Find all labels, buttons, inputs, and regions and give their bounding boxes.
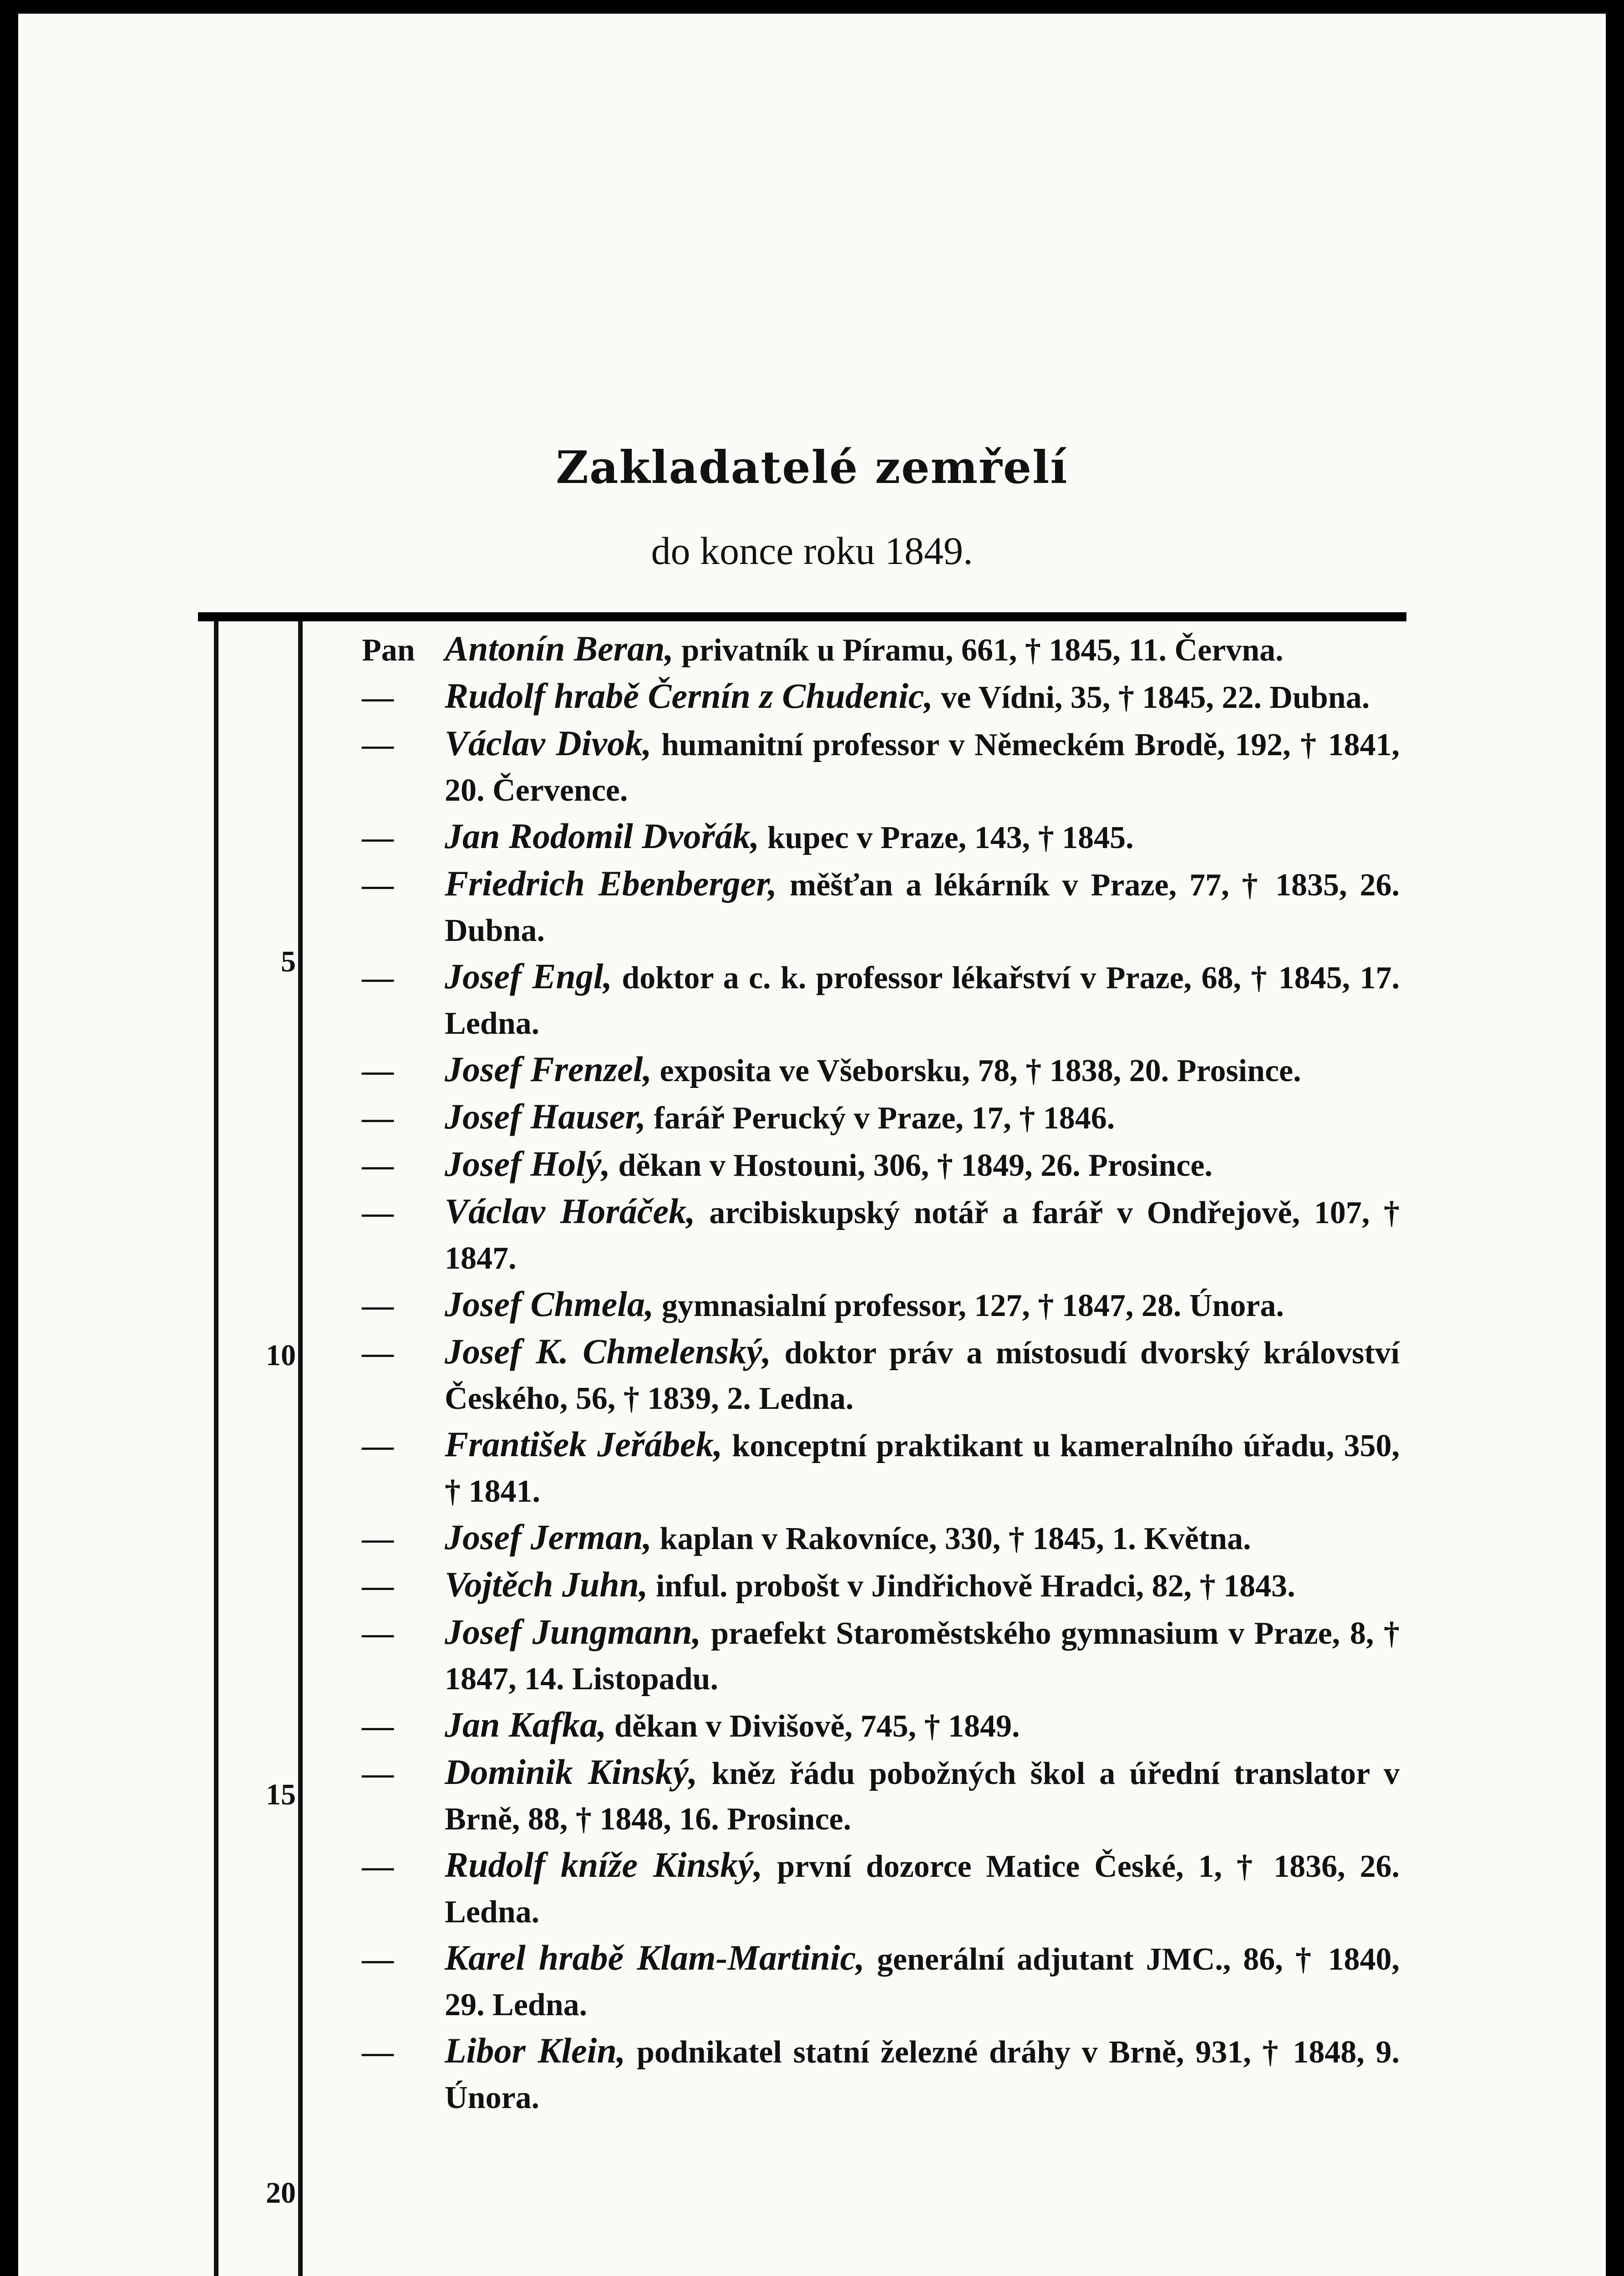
- person-name: Josef Frenzel,: [445, 1049, 652, 1089]
- list-item: [362, 954, 1400, 1047]
- entry-details: arcibiskupský notář a farář v Ondřejově, 107, † 1847.: [445, 1195, 1400, 1276]
- entry-lead: —: [362, 1709, 394, 1744]
- list-item: [362, 861, 1400, 954]
- list-item: [362, 1749, 1400, 1842]
- founders-list: [362, 626, 1400, 2121]
- entry-lead: —: [362, 1288, 394, 1323]
- list-item: [362, 721, 1400, 813]
- entry-details: kupec v Praze, 143, † 1845.: [759, 820, 1134, 855]
- list-item: [362, 673, 1400, 721]
- list-item: [362, 813, 1400, 861]
- list-item: [362, 1702, 1400, 1749]
- entry-details: děkan v Divišově, 745, † 1849.: [606, 1709, 1020, 1744]
- person-name: Rudolf hrabě Černín z Chudenic,: [445, 676, 933, 716]
- list-item: [362, 1189, 1400, 1281]
- entry-details: privatník u Píramu, 661, † 1845, 11. Června.: [673, 633, 1284, 668]
- list-item: [362, 1562, 1400, 1609]
- entry-lead: —: [362, 727, 394, 762]
- person-name: Václav Horáček,: [445, 1191, 695, 1231]
- list-item: [362, 1609, 1400, 1702]
- entry-lead: —: [362, 1849, 394, 1884]
- person-name: Rudolf kníže Kinský,: [445, 1845, 763, 1885]
- entry-details: děkan v Hostouni, 306, † 1849, 26. Prosince.: [610, 1148, 1213, 1183]
- entry-details: praefekt Staroměstského gymnasium v Praze, 8, † 1847, 14. Listopadu.: [445, 1616, 1400, 1697]
- list-item: [362, 1329, 1400, 1422]
- list-item: [362, 626, 1400, 673]
- entry-details: podnikatel statní železné dráhy v Brně, 931, † 1848, 9. Února.: [445, 2035, 1400, 2115]
- list-item: [362, 1047, 1400, 1094]
- entry-lead: —: [362, 960, 394, 996]
- entry-lead: Pan: [362, 633, 415, 668]
- person-name: Karel hrabě Klam-Martinic,: [445, 1938, 865, 1977]
- entry-details: kaplan v Rakovníce, 330, † 1845, 1. Května.: [651, 1521, 1251, 1556]
- page-title: Zakladatelé zemřelí: [556, 442, 1068, 494]
- entry-lead: —: [362, 1616, 394, 1651]
- entry-lead: —: [362, 1053, 394, 1088]
- person-name: Josef K. Chmelenský,: [445, 1331, 771, 1371]
- list-item: [362, 1281, 1400, 1329]
- entry-details: první dozorce Matice České, 1, † 1836, 26. Ledna.: [445, 1849, 1400, 1930]
- entry-lead: —: [362, 1569, 394, 1604]
- entry-details: gymnasialní professor, 127, † 1847, 28. Února.: [654, 1288, 1284, 1323]
- document-page: [18, 14, 1606, 2276]
- entry-lead: —: [362, 1336, 394, 1371]
- entry-details: exposita ve Všeborsku, 78, † 1838, 20. Prosince.: [651, 1053, 1301, 1088]
- entry-details: inful. probošt v Jindřichově Hradci, 82, † 1843.: [648, 1569, 1295, 1604]
- person-name: Josef Jerman,: [445, 1517, 652, 1557]
- margin-number: 10: [266, 1339, 296, 1372]
- list-item: [362, 1141, 1400, 1189]
- header-rule: [198, 612, 1406, 621]
- person-name: Vojtěch Juhn,: [445, 1565, 648, 1604]
- entry-lead: —: [362, 680, 394, 715]
- entry-lead: —: [362, 2035, 394, 2070]
- entry-details: doktor a c. k. professor lékařství v Praze, 68, † 1845, 17. Ledna.: [445, 960, 1400, 1041]
- entry-details: humanitní professor v Německém Brodě, 192, † 1841, 20. Července.: [445, 727, 1400, 808]
- entry-details: ve Vídni, 35, † 1845, 22. Dubna.: [933, 680, 1370, 715]
- entry-lead: —: [362, 1521, 394, 1556]
- entry-details: kněz řádu pobožných škol a úřední translator v Brně, 88, † 1848, 16. Prosince.: [445, 1756, 1400, 1837]
- person-name: Josef Engl,: [445, 956, 612, 996]
- page-subtitle: do konce roku 1849.: [651, 529, 973, 573]
- margin-number: 15: [266, 1778, 296, 1811]
- list-item: [362, 1514, 1400, 1562]
- person-name: Josef Jungmann,: [445, 1612, 701, 1651]
- margin-line-outer: [214, 621, 218, 2276]
- person-name: Libor Klein,: [445, 2031, 626, 2070]
- person-name: Josef Holý,: [445, 1144, 610, 1184]
- person-name: Václav Divok,: [445, 723, 652, 763]
- entry-lead: —: [362, 868, 394, 903]
- entry-lead: —: [362, 1942, 394, 1977]
- list-item: [362, 2028, 1400, 2121]
- list-item: [362, 1842, 1400, 1935]
- entry-lead: —: [362, 820, 394, 855]
- list-item: [362, 1094, 1400, 1141]
- person-name: František Jeřábek,: [445, 1424, 723, 1464]
- person-name: Josef Hauser,: [445, 1097, 646, 1136]
- margin-number: 5: [281, 945, 296, 978]
- entry-details: měšťan a lékárník v Praze, 77, † 1835, 26. Dubna.: [445, 868, 1400, 948]
- entry-details: konceptní praktikant u kameralního úřadu, 350, † 1841.: [445, 1428, 1400, 1509]
- person-name: Jan Kafka,: [445, 1705, 607, 1744]
- person-name: Josef Chmela,: [445, 1284, 654, 1324]
- margin-line-inner: [298, 621, 303, 2276]
- entry-lead: —: [362, 1195, 394, 1230]
- list-item: [362, 1422, 1400, 1514]
- margin-number: 20: [266, 2176, 296, 2210]
- person-name: Dominik Kinský,: [445, 1752, 698, 1792]
- entry-lead: —: [362, 1148, 394, 1183]
- entry-lead: —: [362, 1428, 394, 1463]
- entry-details: doktor práv a místosudí dvorský království Českého, 56, † 1839, 2. Ledna.: [445, 1336, 1400, 1416]
- person-name: Friedrich Ebenberger,: [445, 864, 777, 903]
- entry-lead: —: [362, 1101, 394, 1136]
- person-name: Antonín Beran,: [445, 629, 674, 668]
- person-name: Jan Rodomil Dvořák,: [445, 816, 760, 856]
- list-item: [362, 1935, 1400, 2028]
- entry-details: generální adjutant JMC., 86, † 1840, 29. Ledna.: [445, 1942, 1400, 2022]
- entry-details: farář Perucký v Praze, 17, † 1846.: [646, 1101, 1115, 1136]
- entry-lead: —: [362, 1756, 394, 1791]
